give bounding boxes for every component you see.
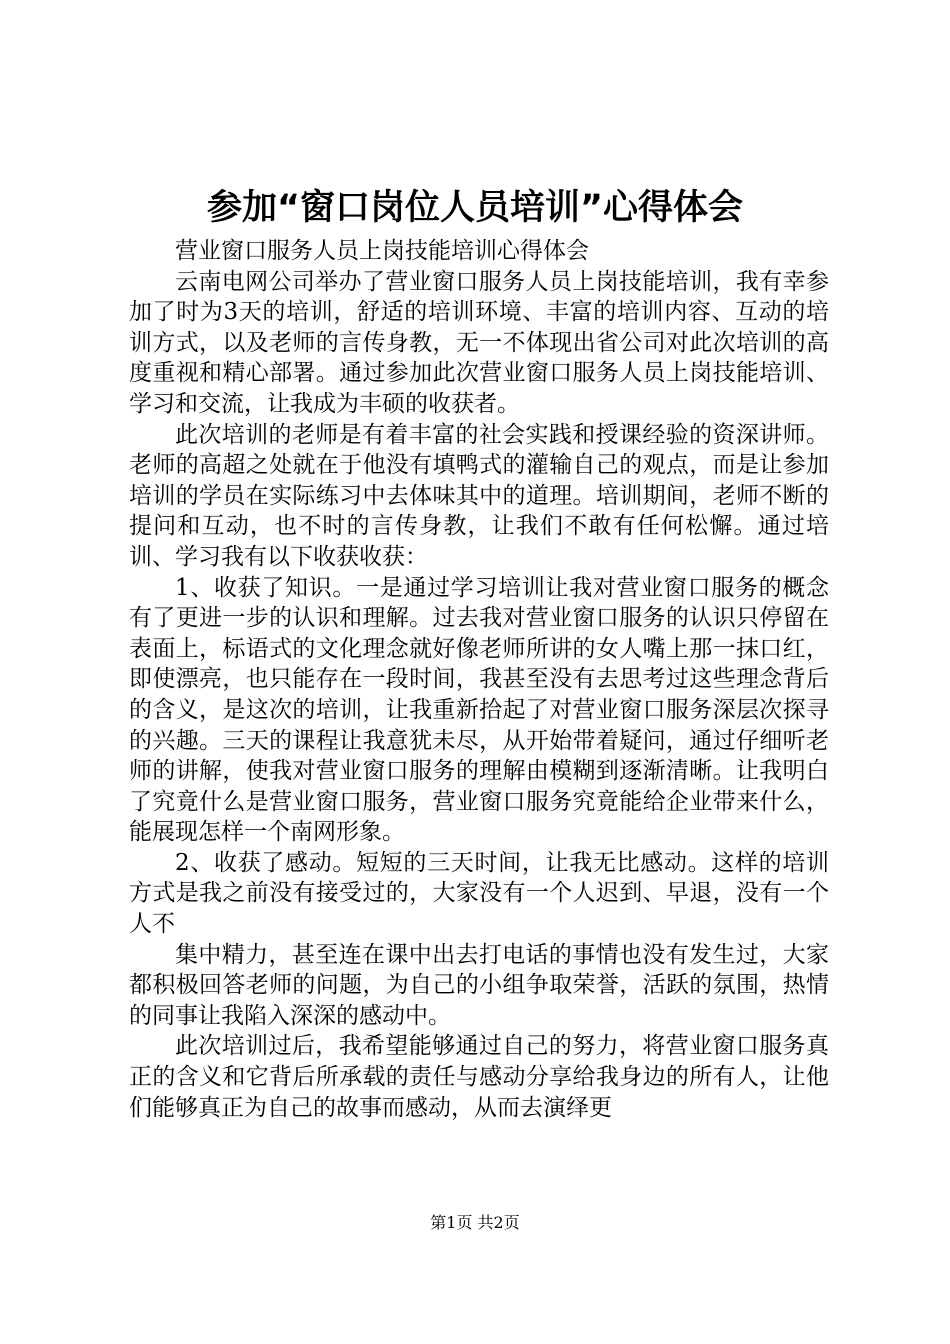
paragraph-touched: 2、收获了感动。短短的三天时间，让我无比感动。这样的培训方式是我之前没有接受过的，大家没有一个人迟到、早退，没有一个人不 [129,849,829,938]
paragraph-focus: 集中精力，甚至连在课中出去打电话的事情也没有发生过，大家都积极回答老师的问题，为自己的小组争取荣誉，活跃的氛围，热情的同事让我陷入深深的感动中。 [129,941,829,1029]
document-subtitle: 营业窗口服务人员上岗技能培训心得体会 [175,238,589,264]
document-title: 参加“窗口岗位人员培训”心得体会 [206,188,743,228]
page-footer: 第1页 共2页 [430,1213,520,1232]
document-body [129,236,829,1123]
paragraph-intro: 云南电网公司举办了营业窗口服务人员上岗技能培训，我有幸参加了时为3天的培训，舒适的培训环境、丰富的培训内容、互动的培训方式，以及老师的言传身教，无一不体现出省公司对此次培训的高度重视和精心部署。通过参加此次营业窗口服务人员上岗技能培训、学习和交流，让我成为丰硕的收获者。 [129,268,829,417]
paragraph-knowledge: 1、收获了知识。一是通过学习培训让我对营业窗口服务的概念有了更进一步的认识和理解。过去我对营业窗口服务的认识只停留在表面上，标语式的文化理念就好像老师所讲的女人嘴上那一抹口红，即使漂亮，也只能存在一段时间，我甚至没有去思考过这些理念背后的含义，是这次的培训，让我重新拾起了对营业窗口服务深层次探寻的兴趣。三天的课程让我意犹未尽，从开始带着疑问，通过仔细听老师的讲解，使我对营业窗口服务的理解由模糊到逐渐清晰。让我明白了究竟什么是营业窗口服务，营业窗口服务究竟能给企业带来什么，能展现怎样一个南网形象。 [129,574,829,846]
paragraph-conclusion: 此次培训过后，我希望能够通过自己的努力，将营业窗口服务真正的含义和它背后所承载的责任与感动分享给我身边的所有人，让他们能够真正为自己的故事而感动，从而去演绎更 [129,1033,829,1121]
paragraph-teacher: 此次培训的老师是有着丰富的社会实践和授课经验的资深讲师。老师的高超之处就在于他没有填鸭式的灌输自己的观点，而是让参加培训的学员在实际练习中去体味其中的道理。培训期间，老师不断的提问和互动，也不时的言传身教，让我们不敢有任何松懈。通过培训、学习我有以下收获收获： [129,421,829,570]
